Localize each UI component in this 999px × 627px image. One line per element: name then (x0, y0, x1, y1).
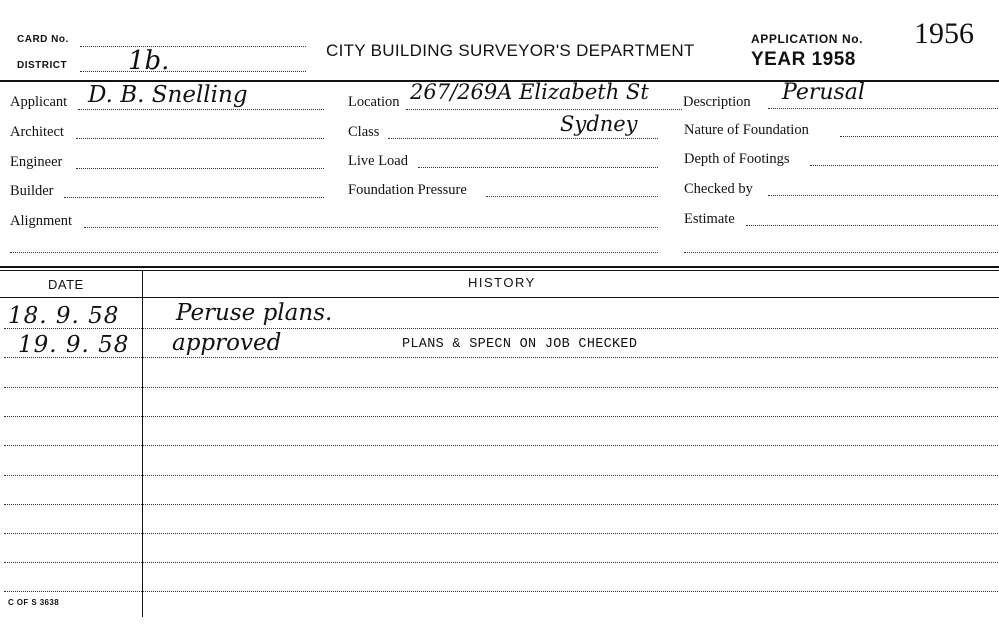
live-load-label: Live Load (348, 153, 408, 169)
card-no-label: CARD No. (17, 34, 69, 45)
date-column-divider (142, 270, 143, 617)
estimate-line-2 (684, 252, 998, 253)
district-line (80, 71, 306, 72)
history-line (4, 504, 998, 505)
history-line (4, 387, 998, 388)
location-line (406, 109, 682, 110)
applicant-label: Applicant (10, 94, 68, 110)
location-value: 267/269A Elizabeth St (410, 80, 649, 104)
location-label: Location (348, 94, 400, 110)
alignment-label: Alignment (10, 213, 73, 229)
description-value: Perusal (782, 80, 865, 105)
location-value-2: Sydney (560, 112, 638, 136)
estimate-label: Estimate (684, 211, 735, 227)
applicant-value: D. B. Snelling (88, 82, 248, 108)
district-value: 1b. (128, 46, 170, 76)
date-header: DATE (48, 277, 84, 292)
form-code: C OF S 3638 (8, 598, 60, 607)
class-line (388, 138, 658, 139)
estimate-line (746, 225, 998, 226)
department-title: CITY BUILDING SURVEYOR'S DEPARTMENT (326, 41, 695, 60)
builder-label: Builder (10, 183, 54, 199)
checked-by-line (768, 195, 998, 196)
nature-of-foundation-label: Nature of Foundation (684, 122, 809, 138)
alignment-line-2 (10, 252, 658, 253)
history-line (4, 475, 998, 476)
history-row-entry: approved (172, 330, 282, 356)
history-line (4, 416, 998, 417)
builder-line (64, 197, 324, 198)
history-row-entry: Peruse plans. (176, 300, 333, 326)
depth-of-footings-label: Depth of Footings (684, 151, 790, 167)
history-line (4, 445, 998, 446)
class-label: Class (348, 124, 380, 140)
engineer-line (76, 168, 324, 169)
history-header-rule (0, 297, 999, 298)
history-line (4, 562, 998, 563)
district-label: DISTRICT (17, 60, 68, 71)
foundation-pressure-label: Foundation Pressure (348, 182, 467, 198)
architect-label: Architect (10, 124, 64, 140)
nature-of-foundation-line (840, 136, 998, 137)
application-no-value: 1956 (914, 17, 974, 50)
history-row-note: PLANS & SPECN ON JOB CHECKED (402, 337, 638, 352)
history-header: HISTORY (468, 275, 536, 290)
alignment-line (84, 227, 658, 228)
history-row-date: 19. 9. 58 (18, 332, 130, 358)
year-label: YEAR 1958 (751, 49, 856, 70)
history-line (4, 328, 998, 329)
history-line (4, 591, 998, 592)
card-no-line (80, 46, 306, 47)
description-line (768, 108, 998, 109)
history-line (4, 357, 998, 358)
live-load-line (418, 167, 658, 168)
depth-of-footings-line (810, 165, 998, 166)
foundation-pressure-line (486, 196, 658, 197)
history-top-rule-2 (0, 270, 999, 271)
application-no-label: APPLICATION No. (751, 32, 864, 46)
history-top-rule (0, 266, 999, 268)
description-label: Description (683, 94, 751, 110)
history-line (4, 533, 998, 534)
architect-line (76, 138, 324, 139)
history-row-date: 18. 9. 58 (8, 303, 120, 329)
applicant-line (78, 109, 324, 110)
engineer-label: Engineer (10, 154, 63, 170)
checked-by-label: Checked by (684, 181, 753, 197)
